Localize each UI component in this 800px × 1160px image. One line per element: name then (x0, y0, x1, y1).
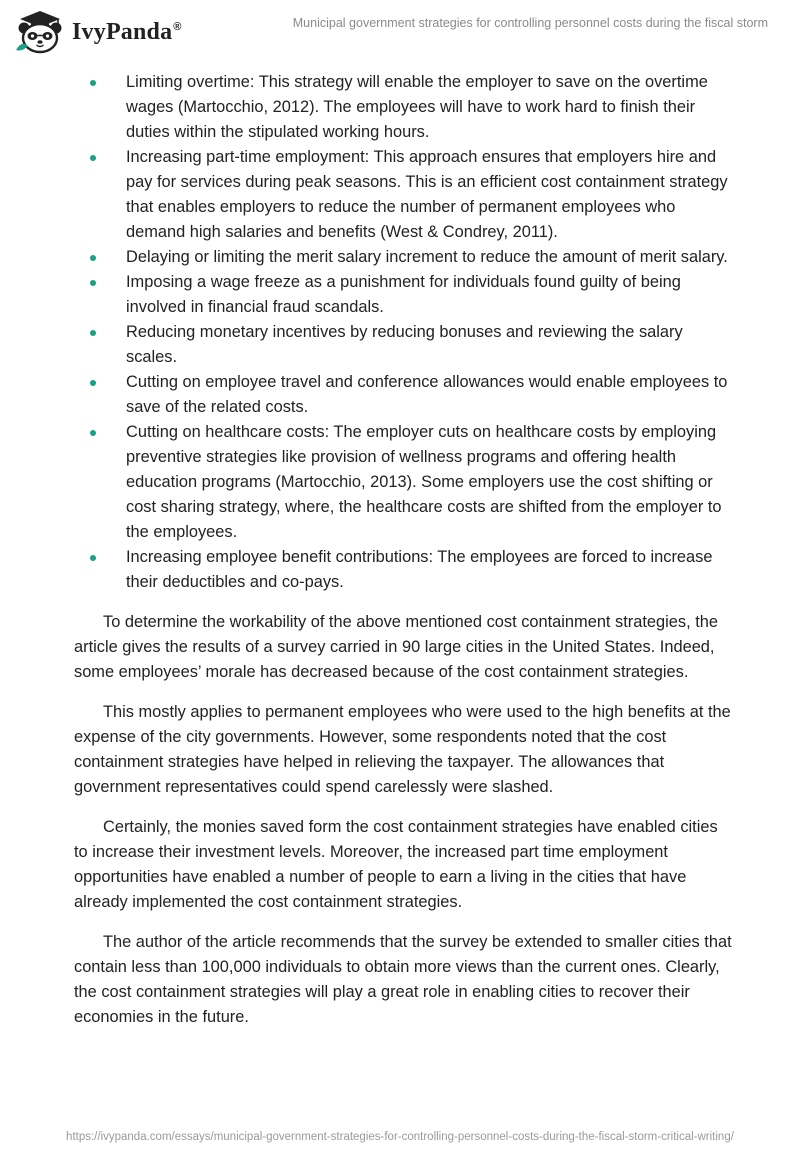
essay-content (74, 70, 734, 1030)
strategy-list (74, 70, 734, 595)
bullet-icon (90, 255, 96, 261)
list-item: Limiting overtime: This strategy will enable the employer to save on the overtime wages (Martocchio, 2012). The employees will have to work hard to finish their duties within the stipulated working hours. (74, 70, 734, 145)
document-title: Municipal government strategies for controlling personnel costs during the fiscal storm (292, 16, 768, 30)
bullet-icon (90, 430, 96, 436)
bullet-icon (90, 280, 96, 286)
list-item: Cutting on employee travel and conference allowances would enable employees to save of the related costs. (74, 370, 734, 420)
list-item: Cutting on healthcare costs: The employer cuts on healthcare costs by employing preventive strategies like provision of wellness programs and offering health education programs (Martocchio, 2013). Some employers use the cost shifting or cost sharing strategy, where, the healthcare costs are shifted from the employer to the employees. (74, 420, 734, 545)
logo[interactable] (14, 10, 182, 54)
list-item: Increasing employee benefit contributions: The employees are forced to increase their deductibles and co-pays. (74, 545, 734, 595)
bullet-icon (90, 380, 96, 386)
bullet-icon (90, 555, 96, 561)
bullet-icon (90, 330, 96, 336)
list-item: Reducing monetary incentives by reducing bonuses and reviewing the salary scales. (74, 320, 734, 370)
bullet-icon (90, 155, 96, 161)
footer-url[interactable]: https://ivypanda.com/essays/municipal-government-strategies-for-controlling-personnel-costs-during-the-fiscal-storm-critical-writing/ (66, 1131, 734, 1143)
list-item: Delaying or limiting the merit salary increment to reduce the amount of merit salary. (74, 245, 734, 270)
paragraph: To determine the workability of the above mentioned cost containment strategies, the article gives the results of a survey carried in 90 large cities in the United States. Indeed, some employees’ morale has decreased because of the cost containment strategies. (74, 613, 718, 681)
logo-text: IvyPanda® (72, 18, 182, 45)
page-header (0, 0, 800, 62)
bullet-icon (90, 80, 96, 86)
list-item: Imposing a wage freeze as a punishment for individuals found guilty of being involved in financial fraud scandals. (74, 270, 734, 320)
panda-logo-icon (14, 10, 66, 54)
list-item: Increasing part-time employment: This approach ensures that employers hire and pay for services during peak seasons. This is an efficient cost containment strategy that enables employers to reduce the number of permanent employees who demand high salaries and benefits (West & Condrey, 2011). (74, 145, 734, 245)
paragraph: Certainly, the monies saved form the cost containment strategies have enabled cities to increase their investment levels. Moreover, the increased part time employment opportunities have enabled a number of people to earn a living in the cities that have already implemented the cost containment strategies. (74, 818, 718, 911)
paragraph: The author of the article recommends that the survey be extended to smaller cities that contain less than 100,000 individuals to obtain more views than the current ones. Clearly, the cost containment strategies will play a great role in enabling cities to recover their economies in the future. (74, 933, 732, 1026)
paragraph: This mostly applies to permanent employees who were used to the high benefits at the expense of the city governments. However, some respondents noted that the cost containment strategies have helped in relieving the taxpayer. The allowances that government representatives could spend carelessly were slashed. (74, 703, 731, 796)
